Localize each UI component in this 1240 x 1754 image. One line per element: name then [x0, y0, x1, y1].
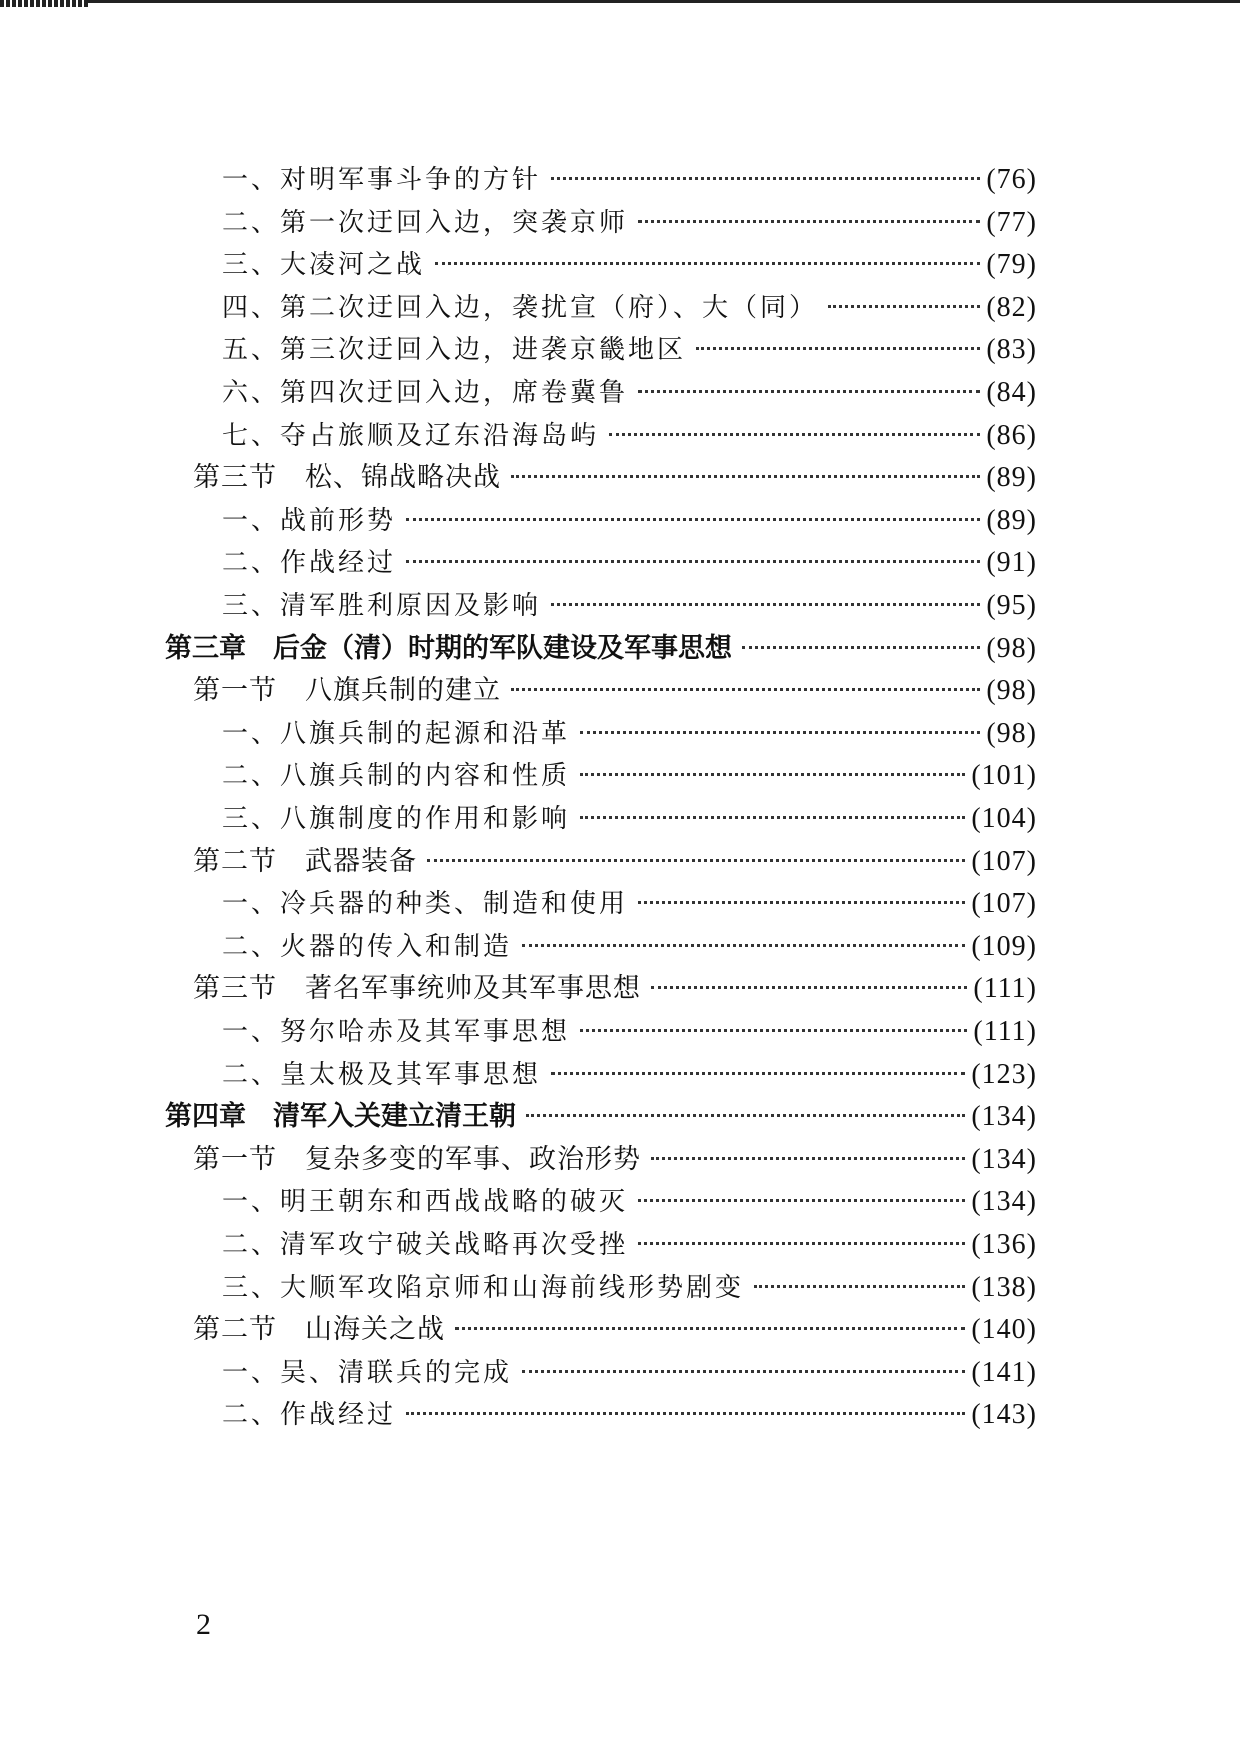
toc-entry[interactable]: [222, 1223, 1037, 1267]
dot-leader: [742, 646, 980, 649]
toc-entry-title: 三、大顺军攻陷京师和山海前线形势剧变: [222, 1273, 745, 1303]
toc-entry-title: 五、第三次迂回入边，进袭京畿地区: [222, 335, 687, 365]
toc-entry-page: (77): [986, 207, 1037, 238]
toc-entry[interactable]: [165, 1095, 1037, 1139]
dot-leader: [754, 1285, 965, 1288]
dot-leader: [455, 1327, 965, 1330]
dot-leader: [609, 433, 980, 436]
page-number: 2: [196, 1608, 211, 1641]
toc-entry-title: 一、吴、清联兵的完成: [222, 1358, 513, 1388]
dot-leader: [511, 688, 980, 691]
toc-entry[interactable]: [222, 158, 1037, 202]
toc-entry[interactable]: [222, 286, 1037, 330]
toc-entry-title: 三、八旗制度的作用和影响: [222, 804, 571, 834]
toc-entry-page: (89): [986, 462, 1037, 493]
toc-entry-title: 二、作战经过: [222, 1400, 397, 1430]
toc-entry[interactable]: [222, 1351, 1037, 1395]
toc-entry[interactable]: [222, 712, 1037, 756]
toc-entry[interactable]: [222, 499, 1037, 543]
toc-entry-title: 一、努尔哈赤及其军事思想: [222, 1017, 571, 1047]
toc-entry[interactable]: [193, 967, 1037, 1011]
dot-leader: [580, 816, 965, 819]
toc-entry[interactable]: [222, 1053, 1037, 1097]
toc-entry-title: 第二节 武器装备: [193, 846, 417, 877]
toc-entry-page: (91): [986, 547, 1037, 578]
toc-entry-page: (104): [971, 803, 1037, 834]
dot-leader: [427, 859, 965, 862]
toc-entry-title: 一、明王朝东和西战战略的破灭: [222, 1187, 629, 1217]
toc-entry-page: (98): [986, 718, 1037, 749]
toc-entry-page: (89): [986, 505, 1037, 536]
dot-leader: [696, 347, 980, 350]
toc-entry-page: (134): [971, 1186, 1037, 1217]
toc-entry[interactable]: [193, 1308, 1037, 1352]
toc-entry[interactable]: [222, 797, 1037, 841]
toc-entry[interactable]: [222, 243, 1037, 287]
dot-leader: [522, 944, 965, 947]
toc-entry-title: 第一节 复杂多变的军事、政治形势: [193, 1144, 641, 1175]
toc-entry[interactable]: [222, 371, 1037, 415]
toc-entry-title: 三、大凌河之战: [222, 250, 426, 280]
toc-entry[interactable]: [222, 328, 1037, 372]
toc-entry-page: (82): [986, 292, 1037, 323]
dot-leader: [638, 1242, 965, 1245]
toc-entry-title: 第一节 八旗兵制的建立: [193, 675, 501, 706]
dot-leader: [522, 1370, 965, 1373]
toc-entry-page: (141): [971, 1357, 1037, 1388]
toc-entry-title: 二、皇太极及其军事思想: [222, 1060, 542, 1090]
toc-entry-page: (107): [971, 846, 1037, 877]
toc-entry-page: (83): [986, 334, 1037, 365]
toc-entry-title: 第二节 山海关之战: [193, 1314, 445, 1345]
toc-entry-page: (140): [971, 1314, 1037, 1345]
toc-entry[interactable]: [222, 1393, 1037, 1437]
dot-leader: [551, 1072, 965, 1075]
toc-entry-title: 三、清军胜利原因及影响: [222, 591, 542, 621]
toc-entry[interactable]: [222, 925, 1037, 969]
toc-entry-title: 第三节 著名军事统帅及其军事思想: [193, 973, 641, 1004]
toc-entry-title: 第三章 后金（清）时期的军队建设及军事思想: [165, 633, 732, 664]
toc-entry-title: 二、第一次迂回入边，突袭京师: [222, 208, 629, 238]
toc-entry-title: 二、火器的传入和制造: [222, 932, 513, 962]
toc-entry[interactable]: [222, 882, 1037, 926]
dot-leader: [406, 1412, 965, 1415]
dot-leader: [580, 773, 965, 776]
toc-entry-page: (138): [971, 1272, 1037, 1303]
toc-entry[interactable]: [193, 840, 1037, 884]
dot-leader: [638, 1199, 965, 1202]
dot-leader: [651, 986, 967, 989]
toc-entry-title: 一、八旗兵制的起源和沿革: [222, 719, 571, 749]
toc-entry-page: (98): [986, 675, 1037, 706]
toc-entry-title: 一、战前形势: [222, 506, 397, 536]
toc-entry-title: 四、第二次迂回入边，袭扰宣（府）、大（同）: [222, 293, 819, 323]
toc-entry[interactable]: [222, 584, 1037, 628]
toc-entry-page: (111): [973, 1016, 1037, 1047]
dot-leader: [638, 220, 980, 223]
toc-entry-page: (98): [986, 633, 1037, 664]
toc-entry-page: (101): [971, 760, 1037, 791]
dot-leader: [406, 518, 980, 521]
dot-leader: [638, 901, 965, 904]
dot-leader: [511, 475, 980, 478]
toc-entry-title: 二、清军攻宁破关战略再次受挫: [222, 1230, 629, 1260]
toc-entry-title: 二、八旗兵制的内容和性质: [222, 761, 571, 791]
toc-entry[interactable]: [165, 627, 1037, 671]
toc-entry-page: (84): [986, 377, 1037, 408]
toc-entry-page: (109): [971, 931, 1037, 962]
toc-entry-page: (86): [986, 420, 1037, 451]
toc-entry[interactable]: [193, 1138, 1037, 1182]
toc-entry[interactable]: [222, 1010, 1037, 1054]
dot-leader: [526, 1114, 965, 1117]
toc-entry-page: (143): [971, 1399, 1037, 1430]
toc-entry-page: (111): [973, 973, 1037, 1004]
toc-entry-title: 第三节 松、锦战略决战: [193, 462, 501, 493]
dot-leader: [651, 1157, 965, 1160]
dot-leader: [435, 262, 980, 265]
toc-entry[interactable]: [222, 201, 1037, 245]
toc-entry-page: (79): [986, 249, 1037, 280]
dot-leader: [551, 177, 980, 180]
toc-entry-title: 六、第四次迂回入边，席卷冀鲁: [222, 378, 629, 408]
dot-leader: [580, 731, 980, 734]
toc-entry-page: (134): [971, 1101, 1037, 1132]
toc-entry[interactable]: [193, 669, 1037, 713]
dot-leader: [828, 305, 980, 308]
toc-entry[interactable]: [222, 1266, 1037, 1310]
toc-entry-page: (76): [986, 164, 1037, 195]
toc-entry-page: (123): [971, 1059, 1037, 1090]
dot-leader: [406, 560, 980, 563]
toc-entry-title: 一、冷兵器的种类、制造和使用: [222, 889, 629, 919]
toc-entry[interactable]: [222, 541, 1037, 585]
dot-leader: [580, 1029, 967, 1032]
toc-entry[interactable]: [222, 414, 1037, 458]
toc-entry-title: 七、夺占旅顺及辽东沿海岛屿: [222, 421, 600, 451]
dot-leader: [638, 390, 980, 393]
dot-leader: [551, 603, 980, 606]
toc-entry-title: 一、对明军事斗争的方针: [222, 165, 542, 195]
toc-entry[interactable]: [222, 1180, 1037, 1224]
toc-entry-title: 第四章 清军入关建立清王朝: [165, 1101, 516, 1132]
toc-entry[interactable]: [222, 754, 1037, 798]
toc-entry-title: 二、作战经过: [222, 548, 397, 578]
toc-entry[interactable]: [193, 456, 1037, 500]
toc-entry-page: (107): [971, 888, 1037, 919]
toc-entry-page: (134): [971, 1144, 1037, 1175]
toc-entry-page: (95): [986, 590, 1037, 621]
toc-entry-page: (136): [971, 1229, 1037, 1260]
